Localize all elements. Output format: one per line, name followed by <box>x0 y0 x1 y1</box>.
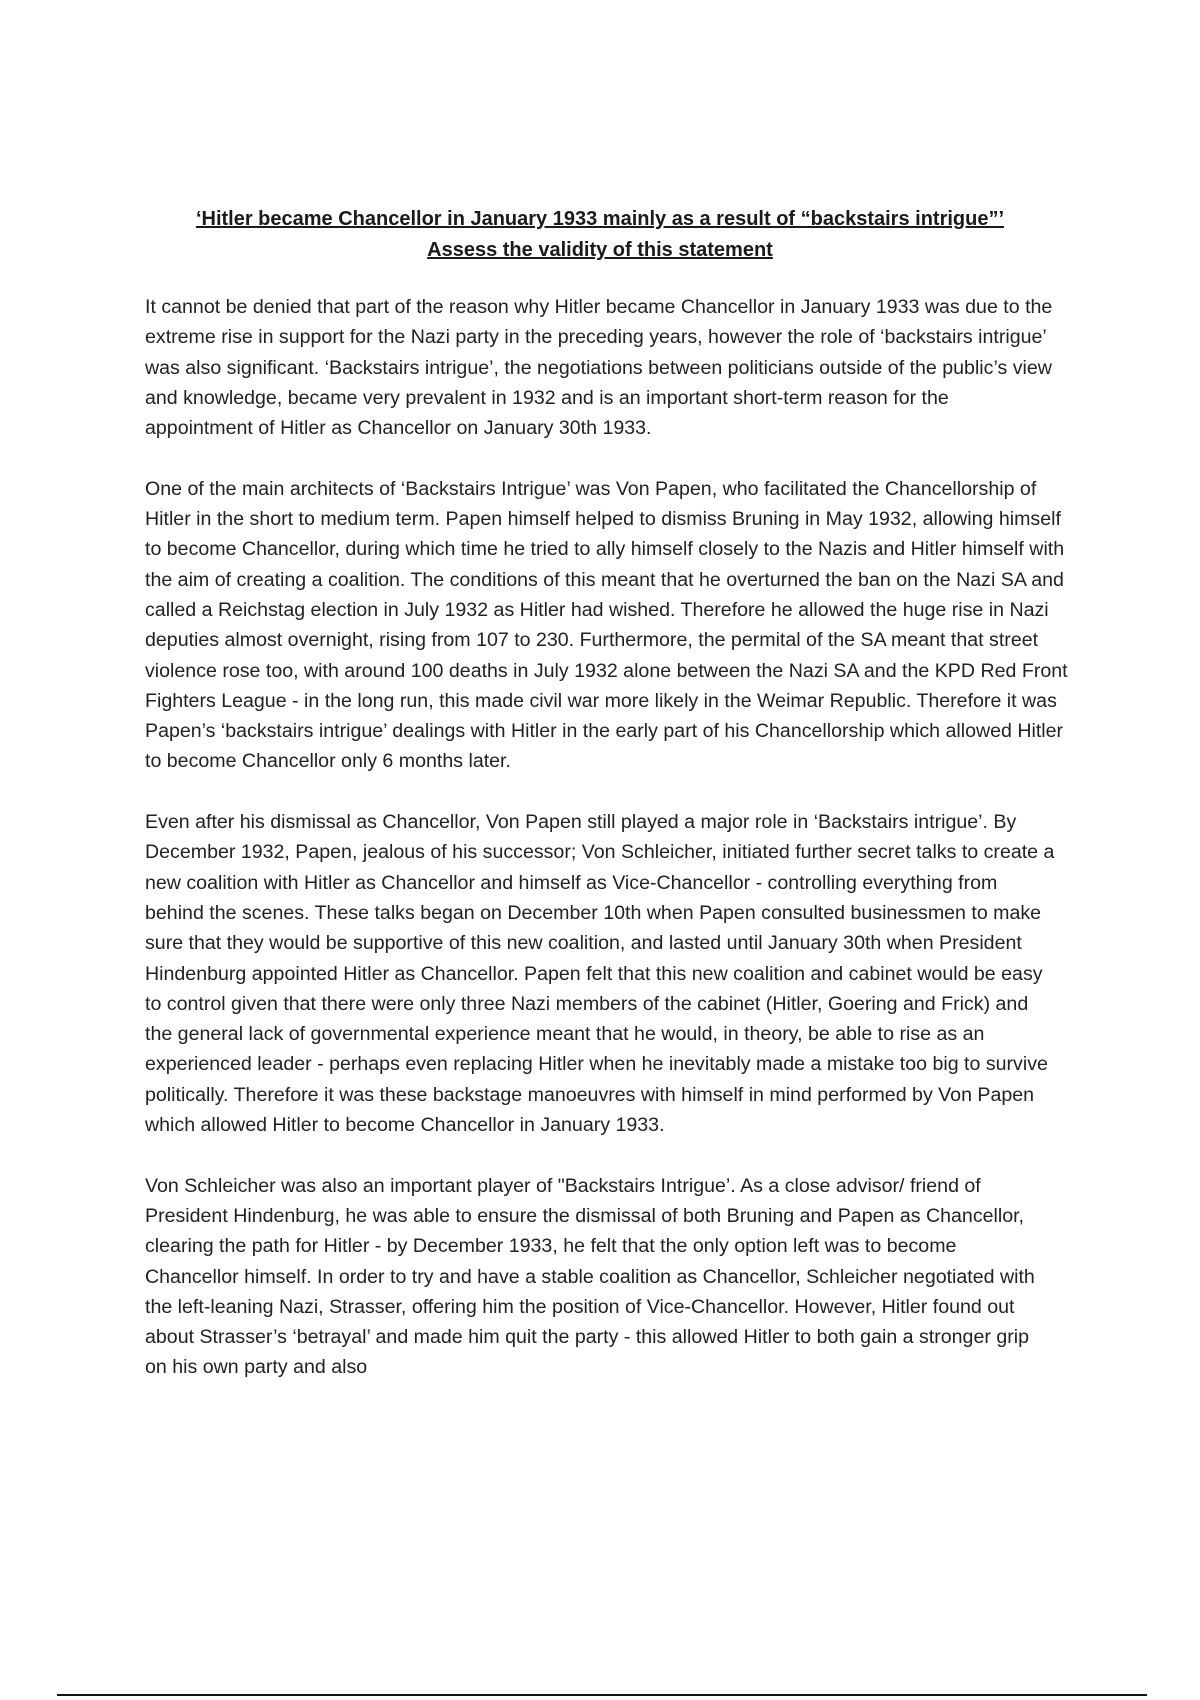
paragraph-introduction: It cannot be denied that part of the reason why Hitler became Chancellor in January 1933 was due to the extreme rise in support for the Nazi party in the preceding years, however the role of ‘backstairs intrigue’ was also significant. ‘Backstairs intrigue’, the negotiations between politicians outside of the public’s view and knowledge, became very prevalent in 1932 and is an important short-term reason for the appointment of Hitler as Chancellor on January 30th 1933. <box>145 296 1053 440</box>
essay-body <box>145 292 1075 1413</box>
paragraph-von-papen-after-dismissal: Even after his dismissal as Chancellor, Von Papen still played a major role in ‘Backstairs intrigue’. By December 1932, Papen, jealous of his successor; Von Schleicher, initiated further secret talks to create a new coalition with Hitler as Chancellor and himself as Vice-Chancellor - controlling everything from behind the scenes. These talks began on December 10th when Papen consulted businessmen to make sure that they would be supportive of this new coalition, and lasted until January 30th when President Hindenburg appointed Hitler as Chancellor. Papen felt that this new coalition and cabinet would be easy to control given that there were only three Nazi members of the cabinet (Hitler, Goering and Frick) and the general lack of governmental experience meant that he would, in theory, be able to rise as an experienced leader - perhaps even replacing Hitler when he inevitably made a mistake too big to survive politically. Therefore it was these backstage manoeuvres with himself in mind performed by Von Papen which allowed Hitler to become Chancellor in January 1933. <box>145 811 1055 1137</box>
essay-title-question: ‘Hitler became Chancellor in January 1933 mainly as a result of “backstairs intrigue”’ <box>195 208 1005 230</box>
essay-title <box>100 204 1100 266</box>
paragraph-von-schleicher: Von Schleicher was also an important player of "Backstairs Intrigue’. As a close advisor/ friend of President Hindenburg, he was able to ensure the dismissal of both Bruning and Papen as Chancellor, clearing the path for Hitler - by December 1933, he felt that the only option left was to become Chancellor himself. In order to try and have a stable coalition as Chancellor, Schleicher negotiated with the left-leaning Nazi, Strasser, offering him the position of Vice-Chancellor. However, Hitler found out about Strasser’s ‘betrayal’ and made him quit the party - this allowed Hitler to both gain a stronger grip on his own party and also <box>145 1174 1035 1379</box>
essay-title-instruction: Assess the validity of this statement <box>427 239 773 261</box>
paragraph-von-papen-chancellorship: One of the main architects of ‘Backstairs Intrigue’ was Von Papen, who facilitated the Chancellorship of Hitler in the short to medium term. Papen himself helped to dismiss Bruning in May 1932, allowing himself to become Chancellor, during which time he tried to ally himself closely to the Nazis and Hitler himself with the aim of creating a coalition. The conditions of this meant that he overturned the ban on the Nazi SA and called a Reichstag election in July 1932 as Hitler had wished. Therefore he allowed the huge rise in Nazi deputies almost overnight, rising from 107 to 230. Furthermore, the permital of the SA meant that street violence rose too, with around 100 deaths in July 1932 alone between the Nazi SA and the KPD Red Front Fighters League - in the long run, this made civil war more likely in the Weimar Republic. Therefore it was Papen’s ‘backstairs intrigue’ dealings with Hitler in the early part of his Chancellorship which allowed Hitler to become Chancellor only 6 months later. <box>145 477 1068 773</box>
page-bottom-rule <box>57 1694 1147 1696</box>
